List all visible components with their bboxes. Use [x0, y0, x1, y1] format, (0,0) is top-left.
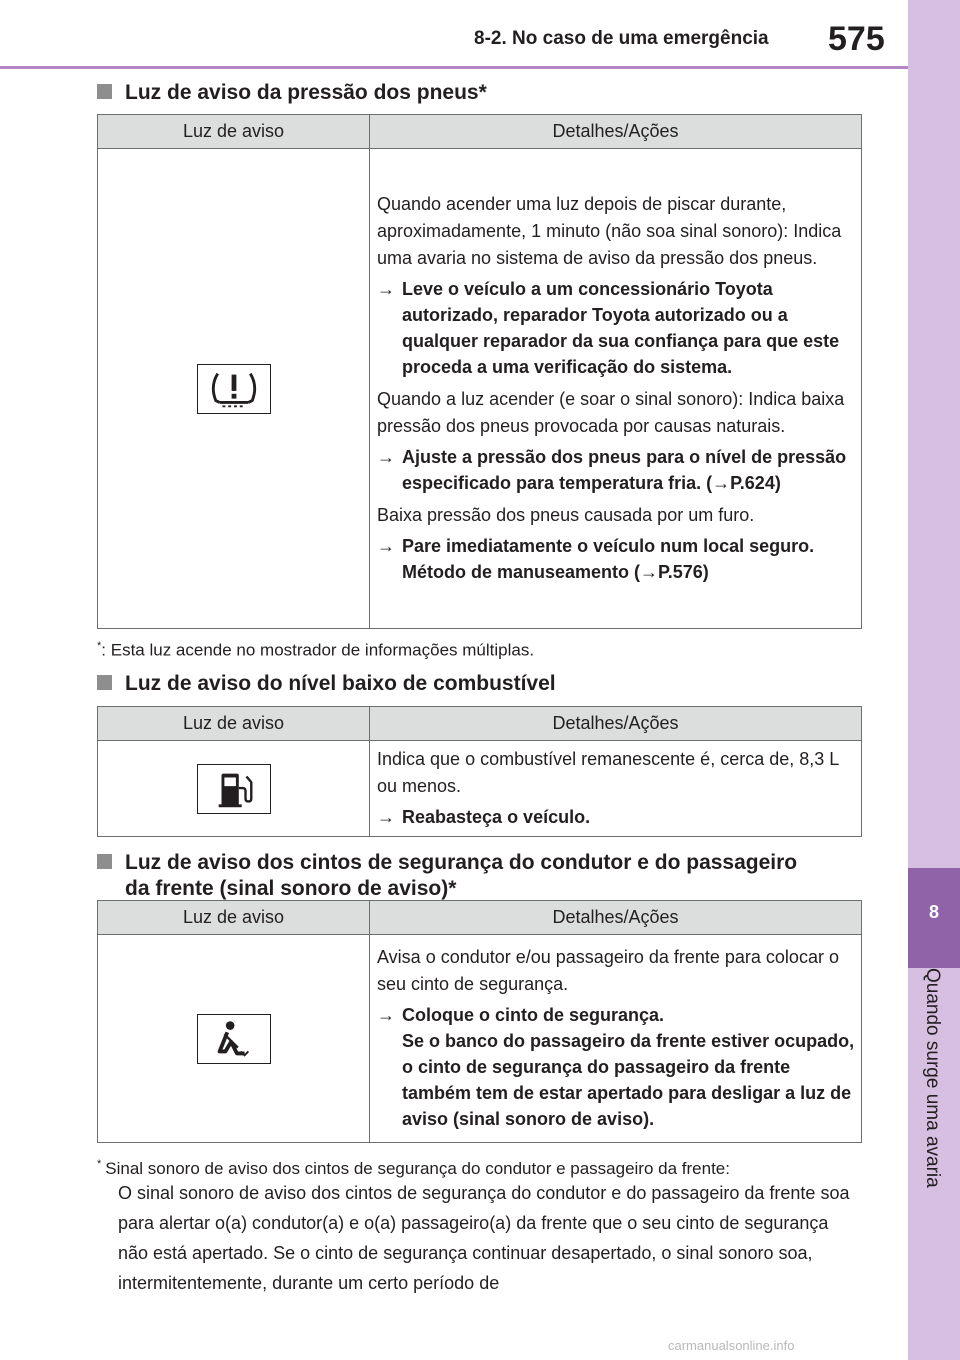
details-text: Quando acender uma luz depois de piscar durante, aproximadamente, 1 minuto (não soa sinal sonoro): Indica uma avaria no sistema de aviso da pressão dos pneus. [377, 193, 842, 268]
chapter-number: 8 [928, 902, 939, 922]
column-header-details: Detalhes/Ações [370, 901, 862, 935]
arrow-icon: → [377, 806, 395, 827]
chapter-title: Quando surge uma avaria [922, 968, 943, 1188]
footnote-tire-pressure: *: Esta luz acende no mostrador de informações múltiplas. [97, 640, 535, 660]
tire-pressure-warning-icon [197, 364, 271, 414]
action-item: → Pare imediatamente o veículo num local seguro. [377, 533, 855, 559]
details-text: Quando a luz acender (e soar o sinal sonoro): Indica baixa pressão dos pneus provocada por causas naturais. [377, 388, 845, 436]
seatbelt-table [97, 900, 862, 1143]
action-subtext: Método de manuseamento (→P.576) [402, 561, 709, 582]
table-header-row [98, 901, 862, 935]
action-item: → Leve o veículo a um concessionário Toyota autorizado, reparador Toyota autorizado ou a qualquer reparador da sua confiança para que este proceda a uma verificação do sistema. [377, 276, 855, 380]
table-row [98, 149, 862, 629]
column-header-light: Luz de aviso [98, 707, 370, 741]
footnote-seatbelt-title: * Sinal sonoro de aviso dos cintos de segurança do condutor e passageiro da frente: [97, 1158, 730, 1178]
details-text: Avisa o condutor e/ou passageiro da frente para colocar o seu cinto de segurança. [377, 946, 839, 994]
column-header-light: Luz de aviso [98, 115, 370, 149]
table-header-row [98, 707, 862, 741]
column-header-details: Detalhes/Ações [370, 115, 862, 149]
icon-cell [98, 741, 370, 837]
footnote-seatbelt-body: O sinal sonoro de aviso dos cintos de segurança do condutor e do passageiro da frente soa para alertar o(a) condutor(a) e o(a) passageiro(a) da frente que o seu cinto de segurança não está apertado. Se o cinto de segurança continuar desapertado, o sinal sonoro soa, intermitentemente, durante um certo período de [118, 1183, 850, 1293]
arrow-icon: → [377, 535, 395, 556]
square-bullet-icon [97, 675, 112, 690]
icon-cell [98, 935, 370, 1143]
seatbelt-icon [197, 1014, 271, 1064]
fuel-table [97, 706, 862, 837]
section-heading-tire-pressure: Luz de aviso da pressão dos pneus* [97, 80, 487, 106]
icon-cell [98, 149, 370, 629]
section-heading-fuel: Luz de aviso do nível baixo de combustível [97, 671, 556, 697]
action-subtext: Se o banco do passageiro da frente estiver ocupado, o cinto de segurança do passageiro da frente também tem de estar apertado para desligar a luz de aviso (sinal sonoro de aviso). [402, 1030, 855, 1129]
column-header-details: Detalhes/Ações [370, 707, 862, 741]
column-header-light: Luz de aviso [98, 901, 370, 935]
watermark: carmanualsonline.info [668, 1338, 795, 1353]
details-text: Indica que o combustível remanescente é, cerca de, 8,3 L ou menos. [377, 748, 839, 796]
fuel-pump-icon [197, 764, 271, 814]
action-item: → Coloque o cinto de segurança. [377, 1002, 855, 1028]
details-cell [370, 149, 862, 629]
arrow-icon: → [377, 446, 395, 467]
action-item: → Ajuste a pressão dos pneus para o nível de pressão especificado para temperatura fria. (→P.624) [377, 444, 855, 496]
details-cell [370, 935, 862, 1143]
details-text: Baixa pressão dos pneus causada por um furo. [377, 504, 755, 525]
asterisk: * [97, 640, 102, 652]
arrow-icon: → [377, 1004, 395, 1025]
page-number: 575 [828, 20, 885, 58]
action-item: → Reabasteça o veículo. [377, 804, 855, 830]
section-heading-seatbelt: Luz de aviso dos cintos de segurança do condutor e do passageiro da frente (sinal sonoro de aviso)* [97, 850, 797, 902]
page-header [0, 0, 908, 69]
table-row [98, 741, 862, 837]
tire-pressure-table [97, 114, 862, 629]
square-bullet-icon [97, 84, 112, 99]
table-header-row [98, 115, 862, 149]
table-row [98, 935, 862, 1143]
square-bullet-icon [97, 854, 112, 869]
section-title: 8-2. No caso de uma emergência [474, 28, 769, 49]
arrow-icon: → [377, 278, 395, 299]
asterisk: * [97, 1158, 102, 1170]
details-cell [370, 741, 862, 837]
